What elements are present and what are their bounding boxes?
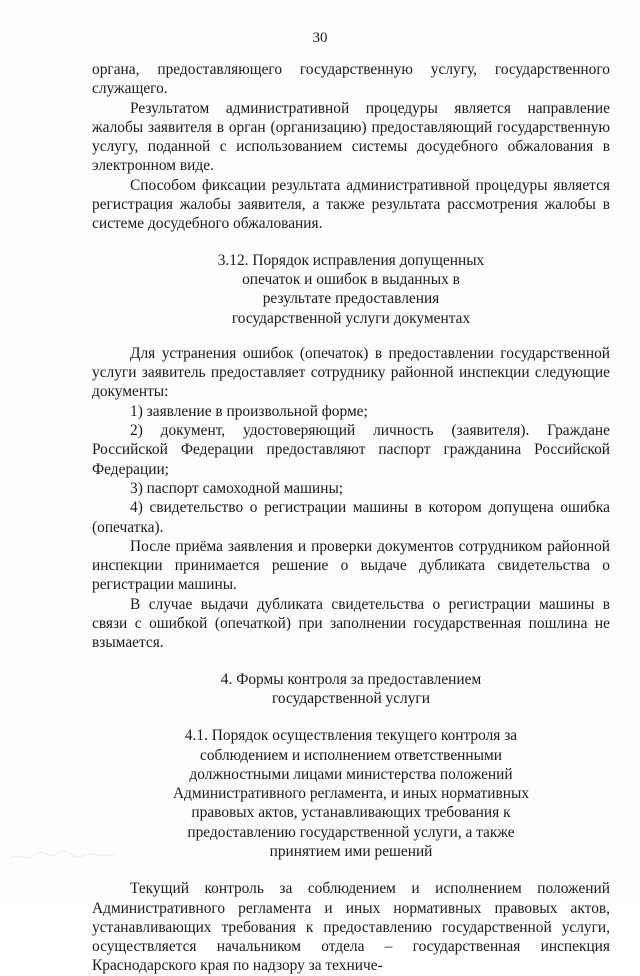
heading-line: 3.12. Порядок исправления допущенных [217, 251, 485, 269]
section-heading-4-1 [92, 726, 610, 861]
page-number: 30 [312, 30, 328, 46]
paragraph-decision: После приёма заявления и проверки документов сотрудником районной инспекции принимается решение о выдаче дубликата свидетельства о регистрации машины. [92, 537, 610, 594]
heading-line: 4. Формы контроля за предоставлением [220, 670, 482, 688]
section-heading-4 [92, 670, 610, 709]
paragraph-continuation: органа, предоставляющего государственную услугу, государственного служащего. [92, 61, 610, 98]
page-content [92, 60, 610, 976]
list-item: 3) паспорт самоходной машины; [130, 479, 344, 497]
list-item: 2) документ, удостоверяющий личность (заявителя). Граждане Российской Федерации предоставляют паспорт гражданина Российской Федерации; [92, 422, 610, 478]
heading-line: правовых актов, устанавливающих требования к [191, 804, 511, 822]
document-list [92, 402, 610, 537]
paragraph-duplicate: В случае выдачи дубликата свидетельства о регистрации машины в связи с ошибкой (опечаткой) при заполнении государственная пошлина не взымается. [92, 595, 610, 652]
heading-line: опечаток и ошибок в выданных в [242, 270, 460, 288]
heading-line: должностными лицами министерства положений [189, 765, 513, 783]
heading-line: результате предоставления [262, 290, 440, 308]
heading-line: 4.1. Порядок осуществления текущего контроля за [184, 727, 518, 745]
heading-line: принятием ими решений [269, 842, 433, 860]
scan-artifact-mark [8, 847, 118, 865]
paragraph-current-control: Текущий контроль за соблюдением и исполнением положений Административного регламента и иных нормативных правовых актов, устанавливающих требования к предоставлению государственной услуги, осуществляется начальником отдела – государственная инспекция Краснодарского края по надзору за техниче- [92, 880, 610, 975]
list-item: 4) свидетельство о регистрации машины в котором допущена ошибка (опечатка). [92, 499, 610, 536]
heading-line: соблюдением и исполнением ответственными [200, 746, 502, 764]
heading-line: Административного регламента, и иных нормативных [172, 785, 530, 803]
heading-line: государственной услуги документах [231, 309, 471, 327]
paragraph-fixation: Способом фиксации результата административной процедуры является регистрация жалобы заявителя, а также результата рассмотрения жалобы в системе досудебного обжалования. [92, 176, 610, 233]
paragraph-correction-intro: Для устранения ошибок (опечаток) в предоставлении государственной услуги заявитель предоставляет сотруднику районной инспекции следующие документы: [92, 344, 610, 401]
heading-line: государственной услуги [272, 689, 430, 707]
list-item: 1) заявление в произвольной форме; [130, 402, 368, 420]
paragraph-result: Результатом административной процедуры является направление жалобы заявителя в орган (организацию) предоставляющий государственную услугу, поданной с использованием системы досудебного обжалования в электронном виде. [92, 99, 610, 175]
section-heading-3-12 [92, 251, 610, 328]
heading-line: предоставлению государственной услуги, а также [187, 823, 515, 841]
